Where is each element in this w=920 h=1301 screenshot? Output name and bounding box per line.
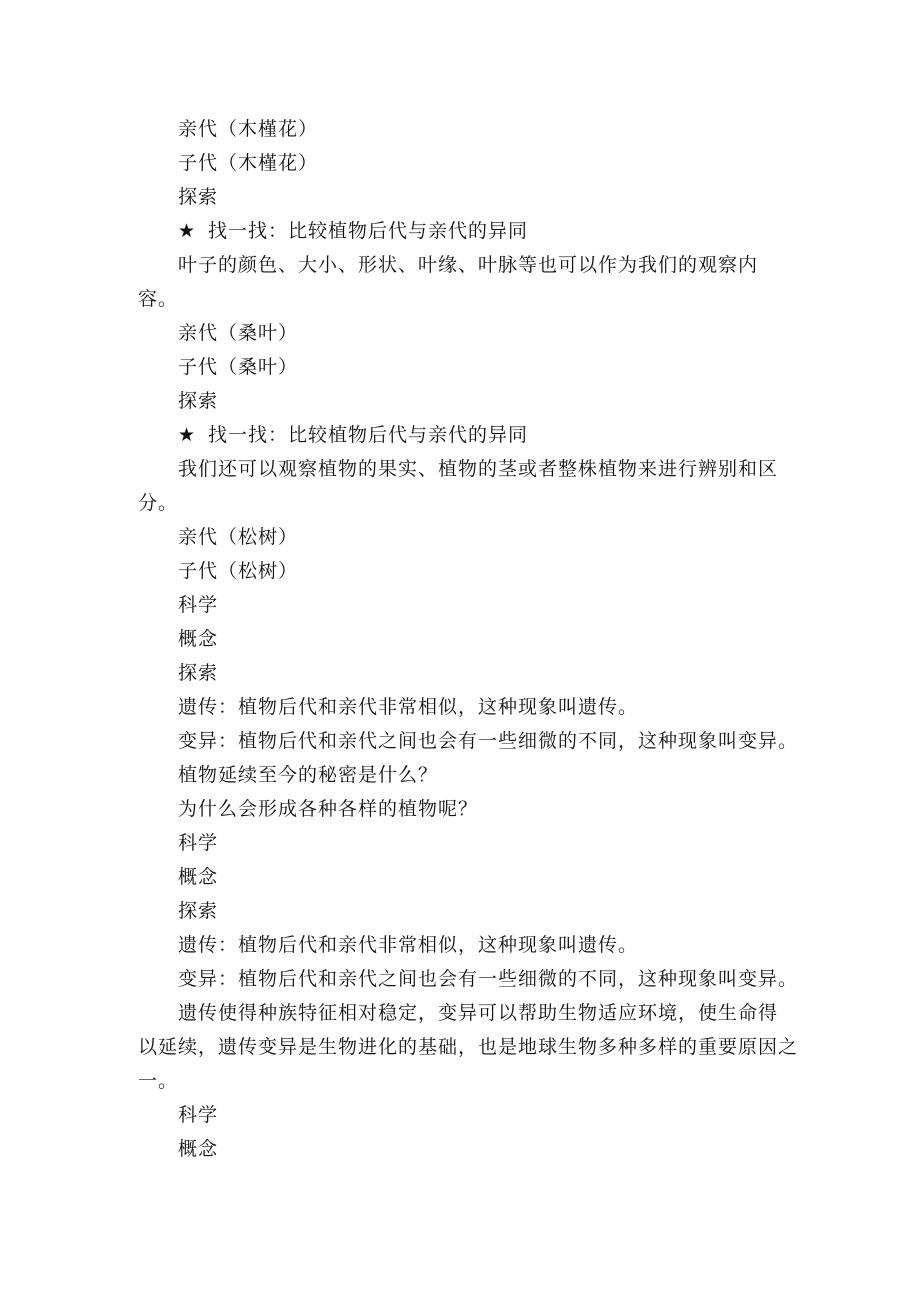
definition-heredity: 遗传：植物后代和亲代非常相似，这种现象叫遗传。 — [178, 934, 639, 956]
star-icon: ★ — [178, 424, 197, 446]
document-body — [138, 112, 798, 1166]
text-line: 探索 — [178, 900, 219, 922]
text-line: 子代（桑叶） — [178, 356, 299, 378]
star-icon: ★ — [178, 220, 197, 242]
text-line: 探索 — [178, 662, 219, 684]
paragraph-line: 遗传使得种族特征相对稳定，变异可以帮助生物适应环境，使生命得 — [178, 1002, 779, 1024]
task-heading-text: 找一找：比较植物后代与亲代的异同 — [208, 424, 529, 446]
text-line: 探索 — [178, 186, 219, 208]
definition-heredity: 遗传：植物后代和亲代非常相似，这种现象叫遗传。 — [178, 696, 639, 718]
text-line: 概念 — [178, 866, 219, 888]
text-line: 科学 — [178, 1104, 219, 1126]
text-line: 子代（松树） — [178, 560, 299, 582]
paragraph-line: 容。 — [138, 288, 179, 310]
text-line: 亲代（松树） — [178, 526, 299, 548]
text-line: 亲代（桑叶） — [178, 322, 299, 344]
text-line: 亲代（木槿花） — [178, 118, 319, 140]
text-line: 子代（木槿花） — [178, 152, 319, 174]
definition-variation: 变异：植物后代和亲代之间也会有一些细微的不同，这种现象叫变异。 — [178, 730, 799, 752]
text-line: 概念 — [178, 628, 219, 650]
paragraph-line: 以延续，遗传变异是生物进化的基础，也是地球生物多种多样的重要原因之 — [138, 1036, 799, 1058]
paragraph-line: 我们还可以观察植物的果实、植物的茎或者整株植物来进行辨别和区 — [178, 458, 779, 480]
text-line: 科学 — [178, 594, 219, 616]
paragraph-line: 分。 — [138, 492, 179, 514]
task-heading-text: 找一找：比较植物后代与亲代的异同 — [208, 220, 529, 242]
text-line: 概念 — [178, 1138, 219, 1160]
paragraph-line: 一。 — [138, 1070, 179, 1092]
task-heading — [138, 418, 798, 452]
text-line: 科学 — [178, 832, 219, 854]
task-heading — [138, 214, 798, 248]
question-line: 植物延续至今的秘密是什么？ — [178, 764, 439, 786]
text-line: 探索 — [178, 390, 219, 412]
paragraph-line: 叶子的颜色、大小、形状、叶缘、叶脉等也可以作为我们的观察内 — [178, 254, 759, 276]
definition-variation: 变异：植物后代和亲代之间也会有一些细微的不同，这种现象叫变异。 — [178, 968, 799, 990]
question-line: 为什么会形成各种各样的植物呢？ — [178, 798, 479, 820]
